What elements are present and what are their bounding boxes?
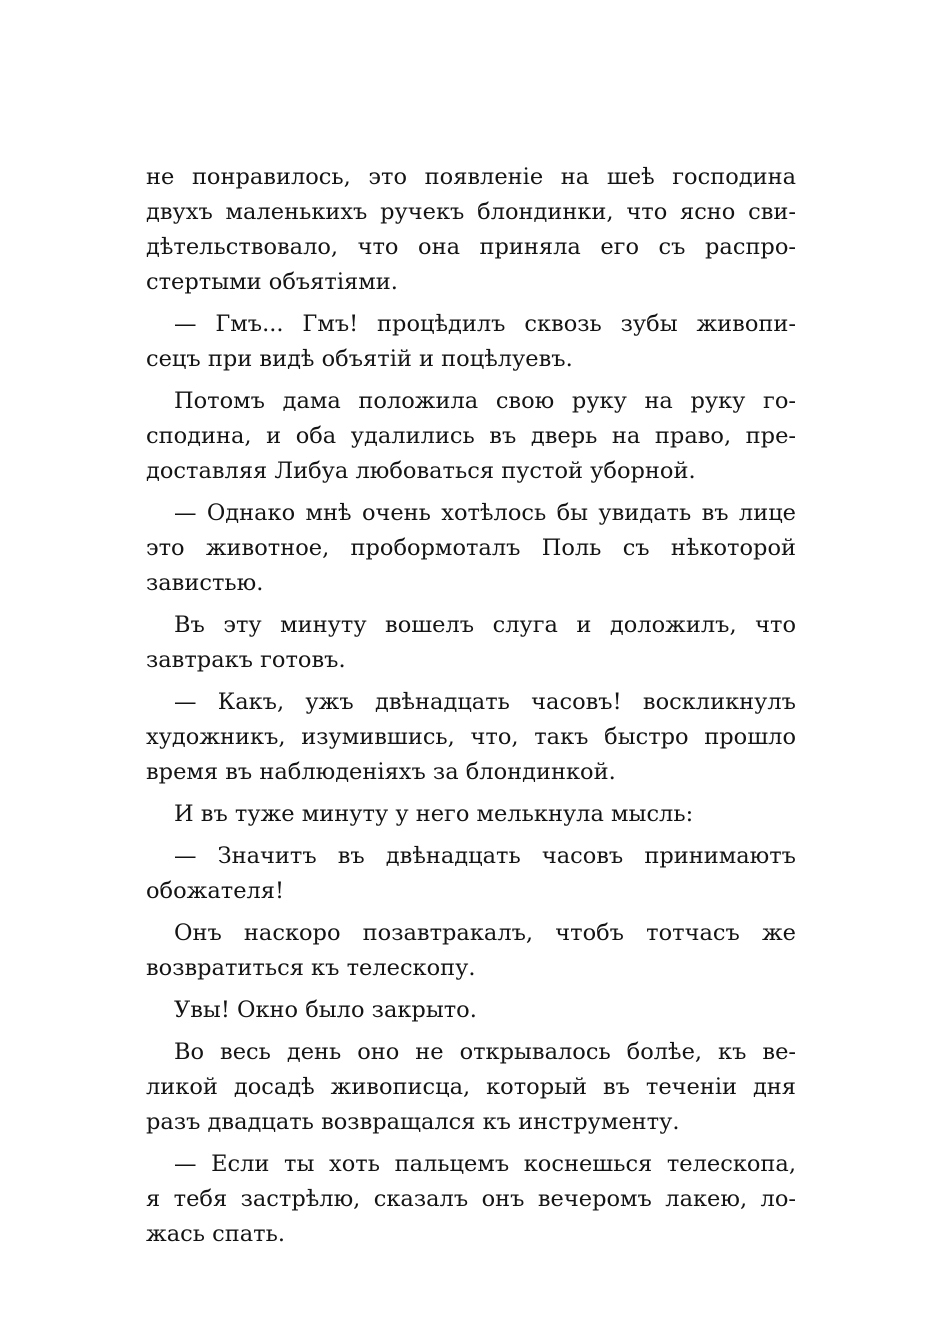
text-line: жась спать.	[146, 1221, 285, 1247]
text-line: время въ наблюденіяхъ за блондинкой.	[146, 759, 616, 785]
text-line: завистью.	[146, 570, 264, 596]
text-line: Во весь день оно не открывалось болѣе, къ ве-	[174, 1039, 796, 1065]
text-line: — Какъ, ужъ двѣнадцать часовъ! воскликнулъ	[174, 689, 796, 715]
text-line: ликой досадѣ живописца, который въ теченіи дня	[146, 1074, 796, 1100]
text-line: — Если ты хоть пальцемъ коснешься телескопа,	[174, 1151, 796, 1177]
text-line: — Значитъ въ двѣнадцать часовъ принимаютъ	[174, 843, 796, 869]
text-line: сецъ при видѣ объятій и поцѣлуевъ.	[146, 346, 573, 372]
text-line: это животное, пробормоталъ Поль съ нѣкоторой	[146, 535, 796, 561]
text-line: обожателя!	[146, 878, 285, 904]
text-line: разъ двадцать возвращался къ инструменту.	[146, 1109, 680, 1135]
body-text	[146, 160, 796, 1252]
text-line: Онъ наскоро позавтракалъ, чтобъ тотчасъ же	[174, 920, 796, 946]
text-line: И въ туже минуту у него мелькнула мысль:	[174, 801, 694, 827]
text-line: художникъ, изумившись, что, такъ быстро прошло	[146, 724, 796, 750]
text-line: я тебя застрѣлю, сказалъ онъ вечеромъ лакею, ло-	[146, 1186, 796, 1212]
text-line: — Однако мнѣ очень хотѣлось бы увидать въ лице	[174, 500, 796, 526]
text-line: доставляя Либуа любоваться пустой уборной.	[146, 458, 696, 484]
text-line: сподина, и оба удалились въ дверь на право, пре-	[146, 423, 796, 449]
text-line: завтракъ готовъ.	[146, 647, 346, 673]
text-line: двухъ маленькихъ ручекъ блондинки, что ясно сви-	[146, 199, 796, 225]
text-line: Потомъ дама положила свою руку на руку го-	[174, 388, 796, 414]
text-line: стертыми объятіями.	[146, 269, 398, 295]
text-line: Въ эту минуту вошелъ слуга и доложилъ, что	[174, 612, 796, 638]
text-line: Увы! Окно было закрыто.	[174, 997, 477, 1023]
text-line: возвратиться къ телескопу.	[146, 955, 476, 981]
text-line: дѣтельствовало, что она приняла его съ распро-	[146, 234, 796, 260]
text-line: — Гмъ... Гмъ! процѣдилъ сквозь зубы живопи-	[174, 311, 796, 337]
text-line: не понравилось, это появленіе на шеѣ господина	[146, 164, 796, 190]
